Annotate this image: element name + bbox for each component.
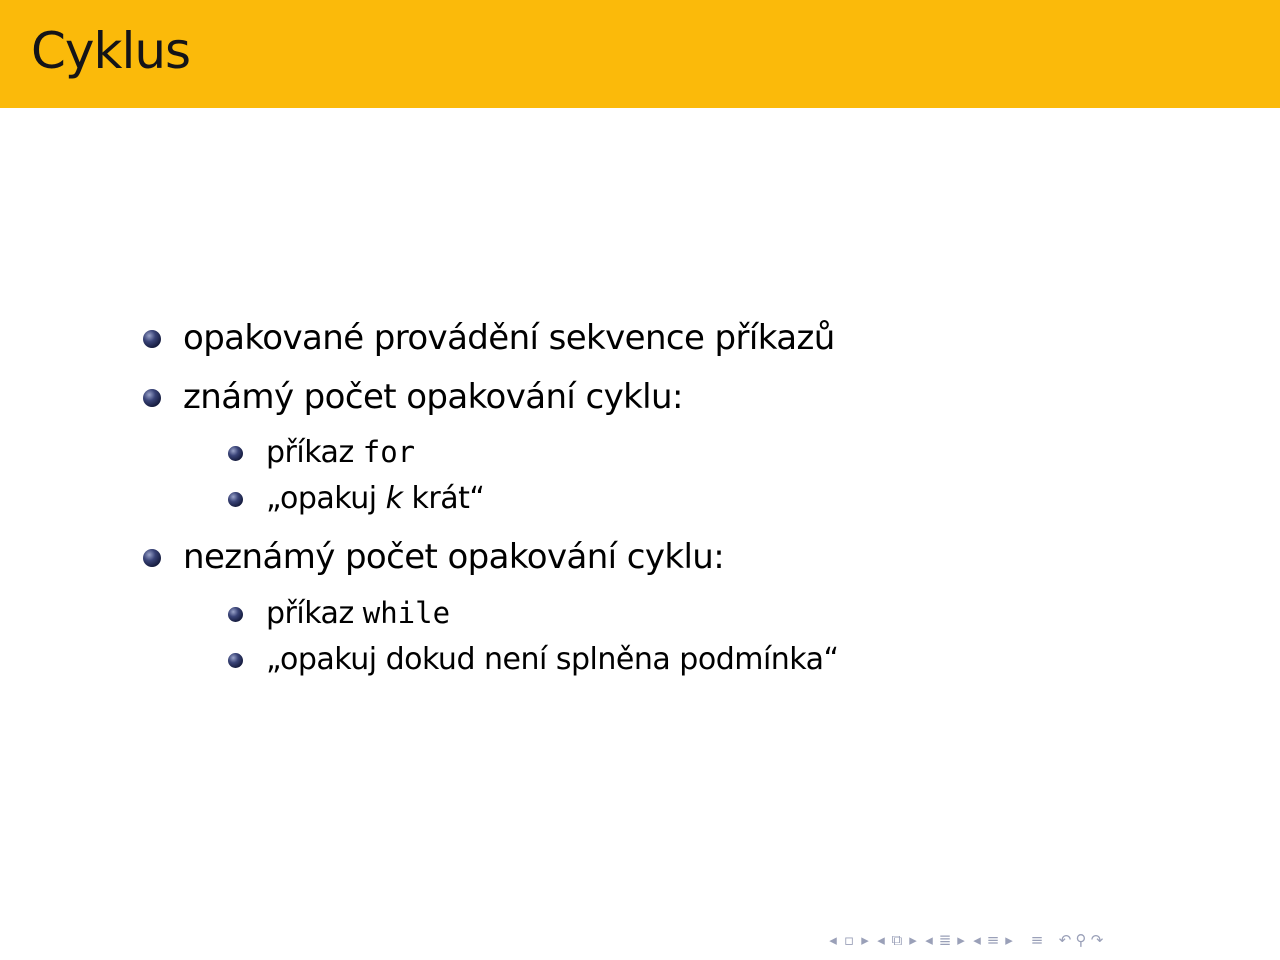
frame-icon[interactable]: ▫ — [843, 931, 855, 949]
code-keyword-for: for — [362, 435, 416, 469]
code-keyword-while: while — [362, 596, 451, 630]
arrow-left-icon[interactable]: ◂ — [829, 931, 837, 949]
undo-icon[interactable]: ↶ — [1058, 931, 1072, 949]
bullet-icon — [143, 549, 161, 567]
list-item — [183, 537, 724, 577]
arrow-right-icon[interactable]: ▸ — [861, 931, 869, 949]
arrow-right-icon[interactable]: ▸ — [957, 931, 965, 949]
document-icon[interactable]: ≡ — [986, 931, 1000, 949]
sub-list-item — [266, 435, 415, 470]
list-item-prefix: příkaz — [266, 435, 363, 470]
list-item-text: opakované provádění sekvence příkazů — [183, 318, 835, 358]
list-item-prefix: příkaz — [266, 596, 363, 631]
list-item-text: „opakuj dokud není splněna podmínka“ — [266, 642, 839, 677]
list-item-text — [266, 596, 450, 631]
list-item — [183, 318, 835, 358]
list-item — [183, 377, 683, 417]
list-item-prefix: „opakuj — [266, 481, 386, 516]
list-item-text — [266, 481, 484, 516]
variable-k: k — [385, 481, 403, 516]
navigation-bar — [826, 928, 1104, 952]
sub-list-item — [266, 596, 450, 631]
list-item-text — [266, 435, 415, 470]
bullet-icon — [228, 607, 243, 622]
arrow-left-icon[interactable]: ◂ — [973, 931, 981, 949]
arrow-right-icon[interactable]: ▸ — [909, 931, 917, 949]
slide-title: Cyklus — [31, 22, 191, 80]
sub-list-item — [266, 642, 839, 677]
bullet-icon — [143, 330, 161, 348]
list-item-suffix: krát“ — [402, 481, 485, 516]
toc-icon[interactable]: ≡ — [1030, 931, 1044, 949]
bullet-icon — [228, 492, 243, 507]
list-item-text: neznámý počet opakování cyklu: — [183, 537, 725, 577]
section-icon[interactable]: ≣ — [938, 931, 952, 949]
bullet-icon — [228, 653, 243, 668]
bullet-icon — [143, 389, 161, 407]
subsection-icon[interactable]: ⧉ — [891, 931, 903, 949]
redo-icon[interactable]: ↷ — [1090, 931, 1104, 949]
arrow-right-icon[interactable]: ▸ — [1005, 931, 1013, 949]
arrow-left-icon[interactable]: ◂ — [877, 931, 885, 949]
list-item-text: známý počet opakování cyklu: — [183, 377, 683, 417]
arrow-left-icon[interactable]: ◂ — [925, 931, 933, 949]
sub-list-item — [266, 481, 484, 516]
bullet-icon — [228, 446, 243, 461]
search-icon[interactable]: ⚲ — [1075, 931, 1087, 949]
